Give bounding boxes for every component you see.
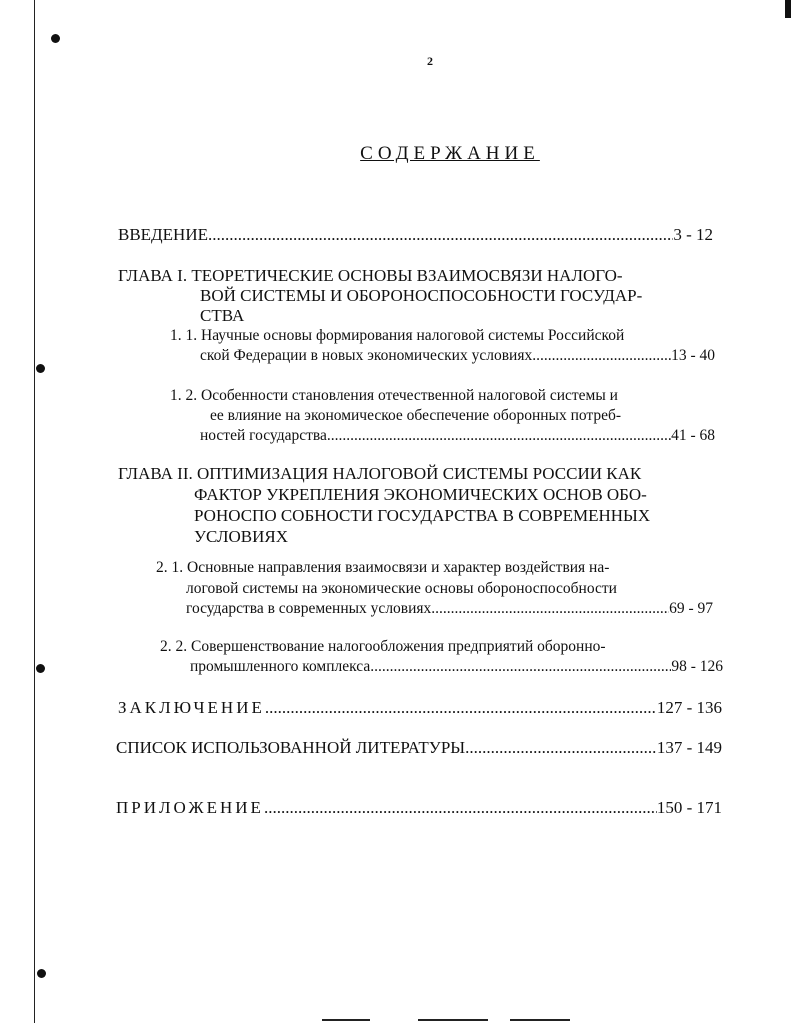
dot-leader: [208, 225, 673, 245]
dot-leader: [370, 657, 671, 677]
toc-entry-label: ВВЕДЕНИЕ: [118, 225, 208, 244]
toc-entry-section-2-1: [186, 599, 713, 619]
chapter-heading-line: ГЛАВА II. ОПТИМИЗАЦИЯ НАЛОГОВОЙ СИСТЕМЫ РОССИИ КАК: [118, 464, 642, 483]
toc-entry-label: ностей государства: [200, 427, 327, 444]
binding-hole-mark: [36, 364, 45, 373]
corner-scan-mark: [785, 0, 791, 18]
toc-entry-section-1-1: [200, 346, 715, 366]
toc-entry-section-1-2: [200, 426, 715, 446]
toc-entry-label: промышленного комплекса: [190, 658, 371, 675]
toc-entry-pages: 127 - 136: [656, 698, 722, 717]
toc-entry-pages: 98 - 126: [671, 658, 723, 675]
toc-entry-label: государства в современных условиях: [186, 600, 432, 617]
toc-entry-label: ской Федерации в новых экономических условиях: [200, 347, 533, 364]
toc-entry-pages: 150 - 171: [656, 798, 722, 817]
toc-entry-label: ПРИЛОЖЕНИЕ: [116, 798, 264, 817]
toc-entry-label: ЗАКЛЮЧЕНИЕ: [118, 698, 265, 717]
page-title: СОДЕРЖАНИЕ: [360, 143, 540, 164]
toc-entry-conclusion: [118, 698, 722, 718]
toc-entry-section-2-2: [190, 657, 723, 677]
section-line: ее влияние на экономическое обеспечение оборонных потреб-: [210, 407, 622, 424]
toc-entry-bibliography: [116, 738, 722, 758]
dot-leader: [431, 599, 669, 619]
page-number: 2: [427, 54, 433, 68]
toc-entry-label: СПИСОК ИСПОЛЬЗОВАННОЙ ЛИТЕРАТУРЫ: [116, 738, 466, 757]
toc-entry-pages: 13 - 40: [671, 347, 715, 364]
dot-leader: [265, 698, 657, 718]
bottom-edge-mark: [510, 1019, 570, 1021]
chapter-heading-line: ФАКТОР УКРЕПЛЕНИЯ ЭКОНОМИЧЕСКИХ ОСНОВ ОБО-: [194, 485, 647, 504]
chapter-heading-line: УСЛОВИЯХ: [194, 527, 288, 546]
toc-entry-pages: 137 - 149: [656, 738, 722, 757]
dot-leader: [327, 426, 671, 446]
toc-entry-pages: 69 - 97: [669, 600, 713, 617]
toc-entry-appendix: [116, 798, 722, 818]
binding-hole-mark: [36, 664, 45, 673]
binding-hole-mark: [37, 969, 46, 978]
section-line: логовой системы на экономические основы обороноспособности: [186, 580, 617, 597]
toc-entry-pages: 3 - 12: [673, 225, 713, 244]
section-line: 1. 1. Научные основы формирования налоговой системы Российской: [170, 327, 625, 344]
chapter-heading-line: ГЛАВА I. ТЕОРЕТИЧЕСКИЕ ОСНОВЫ ВЗАИМОСВЯЗИ НАЛОГО-: [118, 266, 623, 285]
dot-leader: [532, 346, 671, 366]
chapter-heading-line: РОНОСПО СОБНОСТИ ГОСУДАРСТВА В СОВРЕМЕННЫХ: [194, 506, 651, 525]
section-line: 2. 1. Основные направления взаимосвязи и характер воздействия на-: [156, 559, 610, 576]
dot-leader: [264, 798, 657, 818]
bottom-edge-mark: [418, 1019, 488, 1021]
section-line: 2. 2. Совершенствование налогообложения предприятий оборонно-: [160, 638, 606, 655]
chapter-heading-line: ВОЙ СИСТЕМЫ И ОБОРОНОСПОСОБНОСТИ ГОСУДАР-: [200, 286, 643, 305]
toc-entry-introduction: [118, 225, 713, 245]
bottom-edge-mark: [322, 1019, 370, 1021]
binding-hole-mark: [51, 34, 60, 43]
dot-leader: [465, 738, 657, 758]
chapter-heading-line: СТВА: [200, 306, 245, 325]
left-margin-line: [34, 0, 35, 1023]
toc-entry-pages: 41 - 68: [671, 427, 715, 444]
section-line: 1. 2. Особенности становления отечественной налоговой системы и: [170, 387, 618, 404]
